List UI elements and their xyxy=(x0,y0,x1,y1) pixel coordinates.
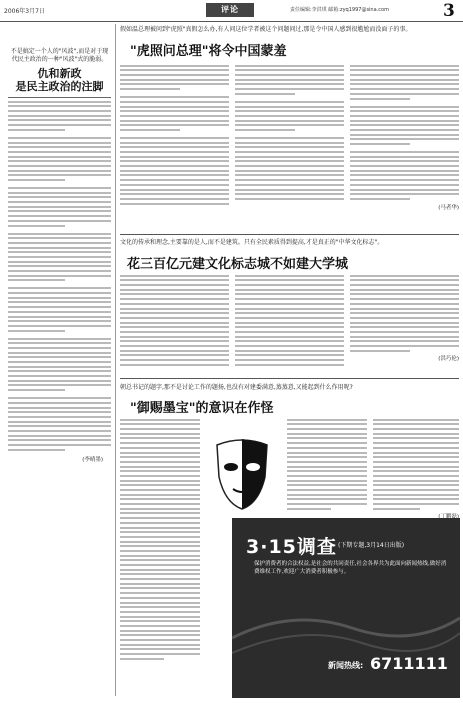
article3-title: "御赐墨宝"的意识在作怪 xyxy=(130,401,274,416)
article3-body-col3 xyxy=(373,416,459,520)
left-column-article xyxy=(4,24,116,696)
ad-hotline-label: 新闻热线: xyxy=(328,661,364,670)
article2-intro: 文化的传承和理念,主要靠的是人,而不是建筑。只有全民素质得到提高,才是真正的"中华文化标志"。 xyxy=(120,239,384,246)
article3-body-col1 xyxy=(120,416,200,662)
ad-text: 保护消费者的合法权益,是社会的共同责任,社会各界共为此面向新闻热线,做好消费维权工作,欢迎广大消费者积极参与。 xyxy=(254,561,447,575)
consumer-survey-ad xyxy=(232,518,460,698)
mask-illustration xyxy=(205,437,280,515)
article1-intro: 假如温总理被问到"虎照"真假怎么办,有人问这位学者被这个问题问过,那是令中国人感到很尴尬而没面子的事。 xyxy=(120,26,412,33)
page-header xyxy=(0,0,463,22)
left-divider xyxy=(8,97,111,98)
article2-title: 花三百亿元建文化标志城不如建大学城 xyxy=(127,257,349,272)
left-headline-1: 仇和新政 xyxy=(37,67,82,80)
left-author: (李晴墨) xyxy=(82,456,103,463)
editor-info: 责任编辑:李洪琪 邮箱:zyq1997@sina.com xyxy=(290,7,389,13)
section-divider-1 xyxy=(120,234,459,235)
column-label: 评论 xyxy=(206,3,254,17)
left-body-text xyxy=(4,101,115,451)
left-intro: 不是搞定一个人的"风波",而是对于现代民主政治的一种"风波"式的脆弱。 xyxy=(10,48,109,63)
article1-title: "虎照问总理"将令中国蒙羞 xyxy=(130,44,287,59)
article3-intro: 朝总书记的题字,那不是讨论工作的题扬,也没有对建委满意,蒸蒸意,又能起到什么作用呢? xyxy=(120,384,353,391)
ad-subtitle: (下期专题,3月14日出版) xyxy=(338,542,405,549)
article2-body xyxy=(120,272,459,368)
issue-date: 2006年3月7日 xyxy=(4,8,45,15)
mask-icon xyxy=(205,437,280,515)
section-divider-2 xyxy=(120,378,459,379)
page-number: 3 xyxy=(443,1,455,21)
article3-body-col2 xyxy=(287,416,367,512)
left-headline-2: 是民主政治的注脚 xyxy=(15,80,104,93)
article2-author: (洪巧伦) xyxy=(438,356,459,363)
article1-body xyxy=(120,62,459,211)
ad-phone-number: 6711111 xyxy=(370,654,448,673)
ad-title: 3·15调查 xyxy=(246,536,337,558)
article1-author: (马者华) xyxy=(438,204,459,211)
